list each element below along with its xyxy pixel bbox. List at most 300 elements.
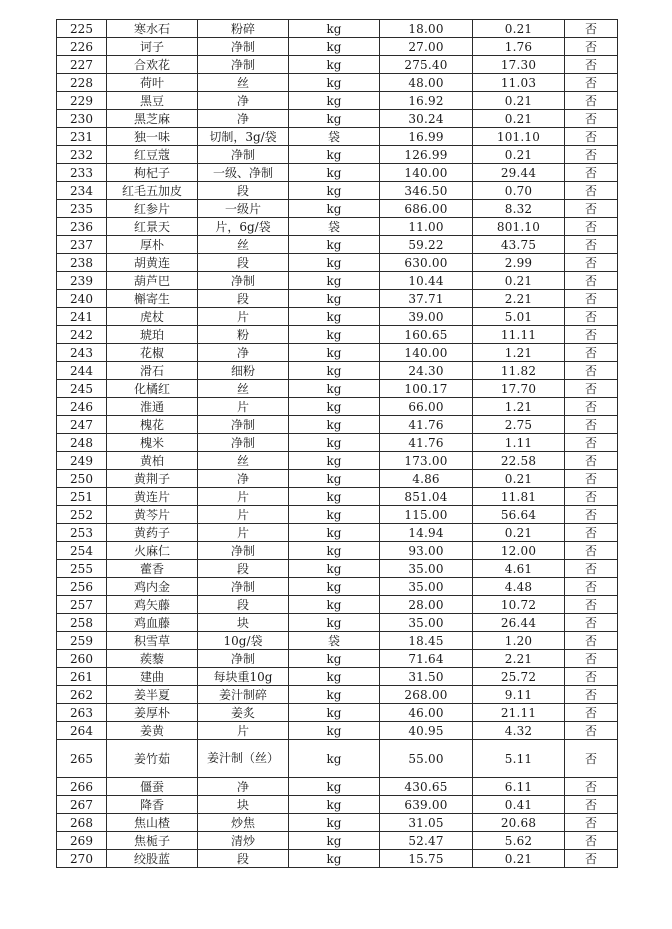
flag-cell: 否 [565, 614, 618, 632]
table-row [57, 344, 618, 362]
flag-cell: 否 [565, 326, 618, 344]
quantity-cell: 0.21 [473, 92, 565, 110]
processing-spec-cell: 净 [198, 92, 289, 110]
price-cell: 16.92 [380, 92, 473, 110]
processing-spec-cell: 片 [198, 524, 289, 542]
quantity-cell: 25.72 [473, 668, 565, 686]
flag-cell: 否 [565, 524, 618, 542]
flag-cell: 否 [565, 128, 618, 146]
price-cell: 52.47 [380, 832, 473, 850]
quantity-cell: 0.21 [473, 110, 565, 128]
herb-name-cell: 黑豆 [107, 92, 198, 110]
table-row [57, 560, 618, 578]
table-row [57, 56, 618, 74]
table-row [57, 110, 618, 128]
row-number-cell: 246 [57, 398, 107, 416]
table-row [57, 740, 618, 778]
unit-cell: kg [289, 74, 380, 92]
table-row [57, 254, 618, 272]
herb-name-cell: 僵蚕 [107, 778, 198, 796]
table-row [57, 796, 618, 814]
flag-cell: 否 [565, 164, 618, 182]
quantity-cell: 4.61 [473, 560, 565, 578]
processing-spec-cell: 段 [198, 290, 289, 308]
quantity-cell: 0.21 [473, 524, 565, 542]
processing-spec-cell: 粉碎 [198, 20, 289, 38]
price-cell: 35.00 [380, 560, 473, 578]
unit-cell: kg [289, 778, 380, 796]
row-number-cell: 226 [57, 38, 107, 56]
row-number-cell: 266 [57, 778, 107, 796]
row-number-cell: 231 [57, 128, 107, 146]
quantity-cell: 6.11 [473, 778, 565, 796]
herb-name-cell: 淮通 [107, 398, 198, 416]
table-row [57, 632, 618, 650]
flag-cell: 否 [565, 416, 618, 434]
table-row [57, 506, 618, 524]
processing-spec-cell: 片，6g/袋 [198, 218, 289, 236]
table-row [57, 380, 618, 398]
price-cell: 16.99 [380, 128, 473, 146]
herb-name-cell: 槐花 [107, 416, 198, 434]
quantity-cell: 26.44 [473, 614, 565, 632]
unit-cell: kg [289, 200, 380, 218]
price-cell: 268.00 [380, 686, 473, 704]
table-row [57, 614, 618, 632]
row-number-cell: 228 [57, 74, 107, 92]
quantity-cell: 8.32 [473, 200, 565, 218]
quantity-cell: 9.11 [473, 686, 565, 704]
herb-name-cell: 黄柏 [107, 452, 198, 470]
price-cell: 160.65 [380, 326, 473, 344]
unit-cell: kg [289, 434, 380, 452]
herb-name-cell: 红参片 [107, 200, 198, 218]
price-cell: 275.40 [380, 56, 473, 74]
unit-cell: kg [289, 524, 380, 542]
herb-name-cell: 葫芦巴 [107, 272, 198, 290]
table-row [57, 488, 618, 506]
unit-cell: kg [289, 110, 380, 128]
quantity-cell: 0.21 [473, 470, 565, 488]
price-cell: 639.00 [380, 796, 473, 814]
flag-cell: 否 [565, 542, 618, 560]
unit-cell: kg [289, 290, 380, 308]
price-cell: 28.00 [380, 596, 473, 614]
table-row [57, 542, 618, 560]
flag-cell: 否 [565, 814, 618, 832]
herb-name-cell: 姜厚朴 [107, 704, 198, 722]
unit-cell: kg [289, 362, 380, 380]
price-cell: 27.00 [380, 38, 473, 56]
flag-cell: 否 [565, 452, 618, 470]
flag-cell: 否 [565, 362, 618, 380]
unit-cell: kg [289, 614, 380, 632]
row-number-cell: 238 [57, 254, 107, 272]
flag-cell: 否 [565, 200, 618, 218]
processing-spec-cell: 姜炙 [198, 704, 289, 722]
unit-cell: kg [289, 470, 380, 488]
quantity-cell: 801.10 [473, 218, 565, 236]
quantity-cell: 1.21 [473, 398, 565, 416]
flag-cell: 否 [565, 704, 618, 722]
table-row [57, 128, 618, 146]
table-row [57, 326, 618, 344]
quantity-cell: 56.64 [473, 506, 565, 524]
flag-cell: 否 [565, 56, 618, 74]
herb-name-cell: 鸡血藤 [107, 614, 198, 632]
quantity-cell: 4.48 [473, 578, 565, 596]
herb-name-cell: 绞股蓝 [107, 850, 198, 868]
herb-name-cell: 琥珀 [107, 326, 198, 344]
row-number-cell: 256 [57, 578, 107, 596]
table-row [57, 814, 618, 832]
processing-spec-cell: 净制 [198, 272, 289, 290]
unit-cell: kg [289, 416, 380, 434]
price-cell: 10.44 [380, 272, 473, 290]
row-number-cell: 234 [57, 182, 107, 200]
row-number-cell: 268 [57, 814, 107, 832]
herb-name-cell: 独一味 [107, 128, 198, 146]
flag-cell: 否 [565, 796, 618, 814]
row-number-cell: 230 [57, 110, 107, 128]
herb-name-cell: 黄药子 [107, 524, 198, 542]
price-cell: 40.95 [380, 722, 473, 740]
herb-name-cell: 姜黄 [107, 722, 198, 740]
quantity-cell: 4.32 [473, 722, 565, 740]
processing-spec-cell: 丝 [198, 74, 289, 92]
quantity-cell: 1.76 [473, 38, 565, 56]
table-row [57, 146, 618, 164]
price-cell: 30.24 [380, 110, 473, 128]
table-row [57, 416, 618, 434]
quantity-cell: 5.11 [473, 740, 565, 778]
price-cell: 59.22 [380, 236, 473, 254]
row-number-cell: 267 [57, 796, 107, 814]
unit-cell: kg [289, 560, 380, 578]
price-cell: 346.50 [380, 182, 473, 200]
unit-cell: kg [289, 668, 380, 686]
table-row [57, 182, 618, 200]
row-number-cell: 247 [57, 416, 107, 434]
herb-name-cell: 降香 [107, 796, 198, 814]
herb-name-cell: 厚朴 [107, 236, 198, 254]
quantity-cell: 2.99 [473, 254, 565, 272]
processing-spec-cell: 块 [198, 796, 289, 814]
herb-name-cell: 寒水石 [107, 20, 198, 38]
flag-cell: 否 [565, 236, 618, 254]
herb-name-cell: 胡黄连 [107, 254, 198, 272]
quantity-cell: 43.75 [473, 236, 565, 254]
row-number-cell: 255 [57, 560, 107, 578]
flag-cell: 否 [565, 182, 618, 200]
unit-cell: kg [289, 506, 380, 524]
unit-cell: kg [289, 704, 380, 722]
processing-spec-cell: 净制 [198, 38, 289, 56]
table-row [57, 308, 618, 326]
herb-name-cell: 黄连片 [107, 488, 198, 506]
unit-cell: kg [289, 56, 380, 74]
quantity-cell: 2.21 [473, 290, 565, 308]
table-row [57, 92, 618, 110]
row-number-cell: 235 [57, 200, 107, 218]
price-cell: 115.00 [380, 506, 473, 524]
table-row [57, 524, 618, 542]
table-row [57, 722, 618, 740]
herb-name-cell: 黄荆子 [107, 470, 198, 488]
unit-cell: kg [289, 236, 380, 254]
price-cell: 430.65 [380, 778, 473, 796]
table-row [57, 200, 618, 218]
herb-name-cell: 红豆蔻 [107, 146, 198, 164]
quantity-cell: 17.70 [473, 380, 565, 398]
processing-spec-cell: 净制 [198, 146, 289, 164]
unit-cell: kg [289, 398, 380, 416]
unit-cell: kg [289, 452, 380, 470]
flag-cell: 否 [565, 850, 618, 868]
flag-cell: 否 [565, 74, 618, 92]
herb-name-cell: 建曲 [107, 668, 198, 686]
quantity-cell: 1.21 [473, 344, 565, 362]
table-row [57, 362, 618, 380]
processing-spec-cell: 一级、净制 [198, 164, 289, 182]
row-number-cell: 269 [57, 832, 107, 850]
quantity-cell: 5.62 [473, 832, 565, 850]
processing-spec-cell: 净制 [198, 416, 289, 434]
flag-cell: 否 [565, 290, 618, 308]
table-row [57, 398, 618, 416]
row-number-cell: 270 [57, 850, 107, 868]
unit-cell: kg [289, 254, 380, 272]
row-number-cell: 260 [57, 650, 107, 668]
herb-name-cell: 滑石 [107, 362, 198, 380]
unit-cell: kg [289, 146, 380, 164]
processing-spec-cell: 净制 [198, 578, 289, 596]
flag-cell: 否 [565, 778, 618, 796]
flag-cell: 否 [565, 254, 618, 272]
processing-spec-cell: 块 [198, 614, 289, 632]
row-number-cell: 240 [57, 290, 107, 308]
table-row [57, 596, 618, 614]
row-number-cell: 225 [57, 20, 107, 38]
price-cell: 31.05 [380, 814, 473, 832]
table-row [57, 668, 618, 686]
table-row [57, 686, 618, 704]
flag-cell: 否 [565, 434, 618, 452]
herb-name-cell: 虎杖 [107, 308, 198, 326]
price-cell: 71.64 [380, 650, 473, 668]
row-number-cell: 232 [57, 146, 107, 164]
flag-cell: 否 [565, 218, 618, 236]
table-row [57, 218, 618, 236]
unit-cell: kg [289, 796, 380, 814]
table-row [57, 850, 618, 868]
row-number-cell: 259 [57, 632, 107, 650]
row-number-cell: 237 [57, 236, 107, 254]
row-number-cell: 265 [57, 740, 107, 778]
price-cell: 18.00 [380, 20, 473, 38]
quantity-cell: 10.72 [473, 596, 565, 614]
quantity-cell: 11.81 [473, 488, 565, 506]
processing-spec-cell: 净 [198, 470, 289, 488]
price-cell: 41.76 [380, 416, 473, 434]
price-cell: 4.86 [380, 470, 473, 488]
table-row [57, 290, 618, 308]
processing-spec-cell: 丝 [198, 452, 289, 470]
processing-spec-cell: 片 [198, 488, 289, 506]
table-row [57, 38, 618, 56]
flag-cell: 否 [565, 380, 618, 398]
quantity-cell: 29.44 [473, 164, 565, 182]
unit-cell: kg [289, 596, 380, 614]
unit-cell: 袋 [289, 128, 380, 146]
herb-name-cell: 荷叶 [107, 74, 198, 92]
price-cell: 630.00 [380, 254, 473, 272]
unit-cell: kg [289, 650, 380, 668]
unit-cell: kg [289, 164, 380, 182]
table-row [57, 778, 618, 796]
quantity-cell: 0.21 [473, 272, 565, 290]
processing-spec-cell: 段 [198, 850, 289, 868]
price-cell: 48.00 [380, 74, 473, 92]
processing-spec-cell: 切制，3g/袋 [198, 128, 289, 146]
price-cell: 11.00 [380, 218, 473, 236]
document-page [56, 19, 618, 868]
price-cell: 31.50 [380, 668, 473, 686]
processing-spec-cell: 净 [198, 344, 289, 362]
quantity-cell: 0.41 [473, 796, 565, 814]
row-number-cell: 245 [57, 380, 107, 398]
row-number-cell: 236 [57, 218, 107, 236]
row-number-cell: 249 [57, 452, 107, 470]
row-number-cell: 262 [57, 686, 107, 704]
price-cell: 851.04 [380, 488, 473, 506]
price-cell: 35.00 [380, 614, 473, 632]
processing-spec-cell: 粉 [198, 326, 289, 344]
processing-spec-cell: 丝 [198, 236, 289, 254]
herb-name-cell: 焦山楂 [107, 814, 198, 832]
flag-cell: 否 [565, 110, 618, 128]
herb-name-cell: 红景天 [107, 218, 198, 236]
row-number-cell: 252 [57, 506, 107, 524]
herb-name-cell: 姜半夏 [107, 686, 198, 704]
table-row [57, 236, 618, 254]
flag-cell: 否 [565, 832, 618, 850]
row-number-cell: 251 [57, 488, 107, 506]
table-row [57, 704, 618, 722]
quantity-cell: 21.11 [473, 704, 565, 722]
price-cell: 66.00 [380, 398, 473, 416]
processing-spec-cell: 片 [198, 722, 289, 740]
flag-cell: 否 [565, 344, 618, 362]
processing-spec-cell: 净 [198, 110, 289, 128]
table-row [57, 272, 618, 290]
herb-name-cell: 火麻仁 [107, 542, 198, 560]
processing-spec-cell: 10g/袋 [198, 632, 289, 650]
herb-name-cell: 积雪草 [107, 632, 198, 650]
price-cell: 126.99 [380, 146, 473, 164]
price-cell: 24.30 [380, 362, 473, 380]
quantity-cell: 1.11 [473, 434, 565, 452]
price-cell: 100.17 [380, 380, 473, 398]
table-row [57, 832, 618, 850]
herb-name-cell: 鸡内金 [107, 578, 198, 596]
unit-cell: kg [289, 850, 380, 868]
quantity-cell: 20.68 [473, 814, 565, 832]
quantity-cell: 11.11 [473, 326, 565, 344]
table-row [57, 434, 618, 452]
row-number-cell: 253 [57, 524, 107, 542]
herb-name-cell: 红毛五加皮 [107, 182, 198, 200]
flag-cell: 否 [565, 488, 618, 506]
unit-cell: kg [289, 38, 380, 56]
herb-name-cell: 槲寄生 [107, 290, 198, 308]
unit-cell: kg [289, 740, 380, 778]
price-cell: 39.00 [380, 308, 473, 326]
table-row [57, 578, 618, 596]
flag-cell: 否 [565, 398, 618, 416]
unit-cell: kg [289, 20, 380, 38]
row-number-cell: 241 [57, 308, 107, 326]
quantity-cell: 12.00 [473, 542, 565, 560]
herb-name-cell: 枸杞子 [107, 164, 198, 182]
quantity-cell: 0.21 [473, 146, 565, 164]
quantity-cell: 1.20 [473, 632, 565, 650]
herb-name-cell: 化橘红 [107, 380, 198, 398]
price-cell: 93.00 [380, 542, 473, 560]
unit-cell: kg [289, 686, 380, 704]
flag-cell: 否 [565, 92, 618, 110]
quantity-cell: 0.70 [473, 182, 565, 200]
unit-cell: kg [289, 488, 380, 506]
unit-cell: kg [289, 832, 380, 850]
row-number-cell: 242 [57, 326, 107, 344]
flag-cell: 否 [565, 668, 618, 686]
processing-spec-cell: 姜汁制碎 [198, 686, 289, 704]
flag-cell: 否 [565, 650, 618, 668]
row-number-cell: 261 [57, 668, 107, 686]
processing-spec-cell: 片 [198, 308, 289, 326]
processing-spec-cell: 丝 [198, 380, 289, 398]
quantity-cell: 0.21 [473, 850, 565, 868]
row-number-cell: 263 [57, 704, 107, 722]
processing-spec-cell: 段 [198, 560, 289, 578]
price-cell: 173.00 [380, 452, 473, 470]
quantity-cell: 101.10 [473, 128, 565, 146]
processing-spec-cell: 片 [198, 506, 289, 524]
table-row [57, 650, 618, 668]
row-number-cell: 257 [57, 596, 107, 614]
flag-cell: 否 [565, 632, 618, 650]
table-row [57, 74, 618, 92]
table-row [57, 452, 618, 470]
unit-cell: kg [289, 542, 380, 560]
processing-spec-cell: 净制 [198, 56, 289, 74]
flag-cell: 否 [565, 38, 618, 56]
table-row [57, 164, 618, 182]
processing-spec-cell: 每块重10g [198, 668, 289, 686]
herb-name-cell: 槐米 [107, 434, 198, 452]
row-number-cell: 250 [57, 470, 107, 488]
quantity-cell: 17.30 [473, 56, 565, 74]
price-cell: 14.94 [380, 524, 473, 542]
unit-cell: 袋 [289, 218, 380, 236]
price-cell: 55.00 [380, 740, 473, 778]
price-cell: 686.00 [380, 200, 473, 218]
processing-spec-cell: 姜汁制（丝） [198, 740, 289, 778]
price-cell: 140.00 [380, 344, 473, 362]
herb-name-cell: 蒺藜 [107, 650, 198, 668]
unit-cell: kg [289, 814, 380, 832]
